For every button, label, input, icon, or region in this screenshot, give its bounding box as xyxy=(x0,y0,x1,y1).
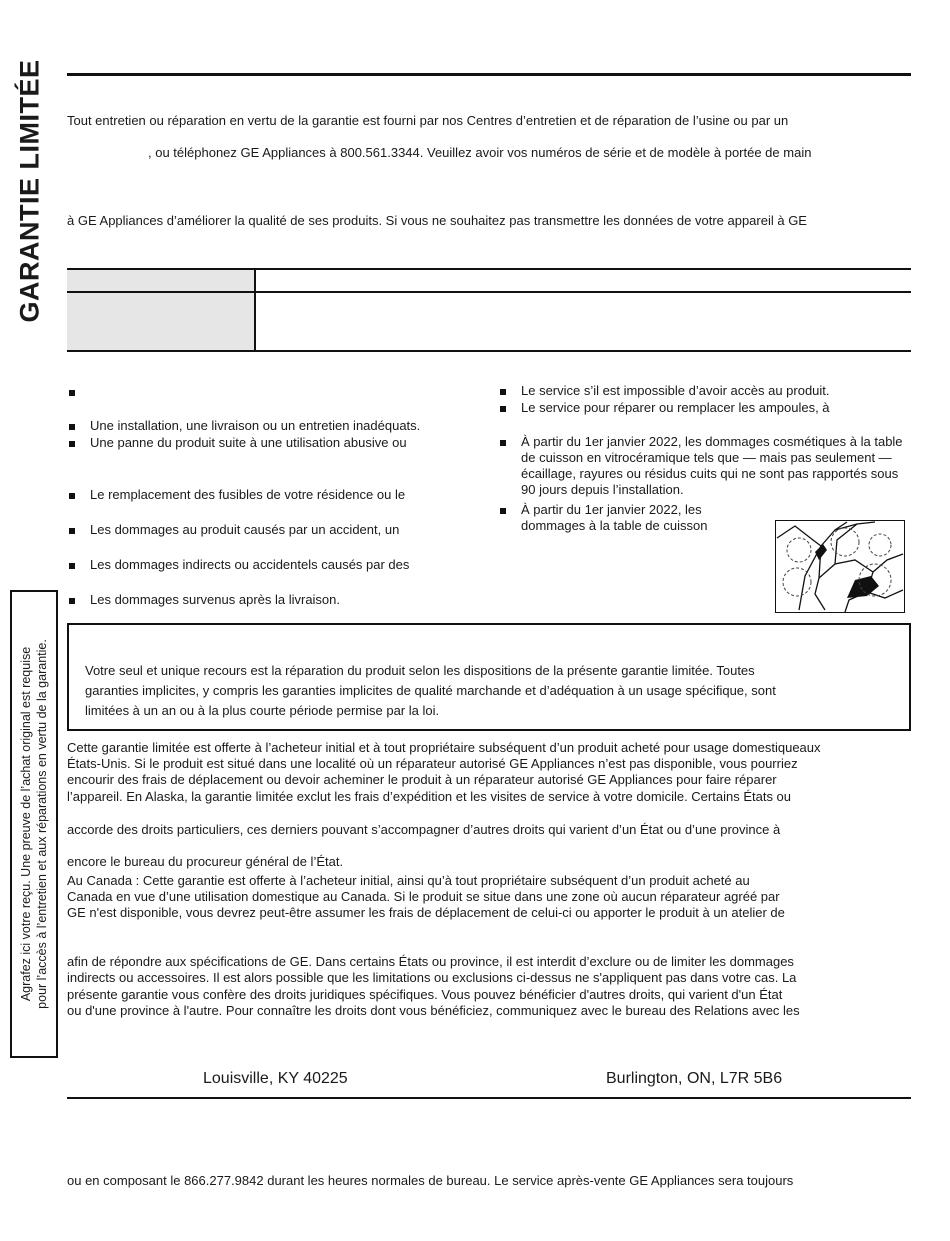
implied-warranty-line-3: limitées à un an ou à la plus courte période permise par la loi. xyxy=(85,703,440,718)
list-item-text: À partir du 1er janvier 2022, les dommages cosmétiques à la table de cuisson en vitrocéramique tels que — mais pas seulement — écaillage, rayures ou résidus cuits qui ne sont pas rapportés sous 90 jours depuis l’installation. xyxy=(521,434,903,497)
table-header-cell xyxy=(67,270,254,291)
ca-line-2: Canada en vue d’une utilisation domestique au Canada. Si le produit se situe dans une zone où aucun réparateur agréé par xyxy=(67,889,780,904)
bullet-square xyxy=(69,441,75,447)
us-line-6: encore le bureau du procureur général de l’État. xyxy=(67,854,344,869)
bullet-square xyxy=(500,389,506,395)
bullet-square xyxy=(69,528,75,534)
bullet-square xyxy=(500,440,506,446)
implied-warranty-line-1: Votre seul et unique recours est la réparation du produit selon les dispositions de la présente garantie limitée. Toutes xyxy=(85,663,755,678)
us-line-3: encourir des frais de déplacement ou devoir acheminer le produit à un réparateur autorisé GE Appliances pour faire réparer xyxy=(67,772,777,787)
receipt-note-line-2: pour l’accès à l’entretien et aux réparations en vertu de la garantie. xyxy=(35,639,49,1009)
bullet-square xyxy=(500,406,506,412)
receipt-staple-box xyxy=(10,590,58,1058)
receipt-note-line-1: Agrafez ici votre reçu. Une preuve de l’achat original est requise xyxy=(19,646,33,1002)
bottom-rule xyxy=(67,1097,911,1099)
bullet-square xyxy=(500,508,506,514)
us-line-5: accorde des droits particuliers, ces derniers pouvant s’accompagner d’autres droits qui varient d’un État ou d’une province à xyxy=(67,822,781,837)
ca-line-4: afin de répondre aux spécifications de GE. Dans certains États ou province, il est interdit d’exclure ou de limiter les dommages xyxy=(67,954,794,969)
intro-line-1: Tout entretien ou réparation en vertu de la garantie est fourni par nos Centres d’entretien et de réparation de l’usine ou par un xyxy=(67,113,789,128)
side-title-text: GARANTIE LIMITÉE xyxy=(14,59,45,322)
ca-line-5: indirects ou accessoires. Il est alors possible que les limitations ou exclusions ci-dessus ne s'appliquent pas dans votre cas. La xyxy=(67,970,797,985)
list-item-text: Les dommages au produit causés par un accident, un xyxy=(90,522,400,537)
ca-line-7: ou d'une province à l'autre. Pour connaître les droits dont vous bénéficiez, communiquez avec le bureau des Relations avec les xyxy=(67,1003,800,1018)
ca-line-3: GE n'est disponible, vous devrez peut-être assumer les frais de déplacement de celui-ci ou apporter le produit à un atelier de xyxy=(67,905,785,920)
ca-line-6: présente garantie vous confère des droits juridiques spécifiques. Vous pouvez bénéficier d'autres droits, qui varient d'un État xyxy=(67,987,783,1002)
list-item-text: Le service s’il est impossible d’avoir accès au produit. xyxy=(521,383,830,398)
bullet-square xyxy=(69,390,75,396)
cracked-cooktop-illustration xyxy=(775,520,905,613)
list-item-text: Les dommages survenus après la livraison. xyxy=(90,592,341,607)
list-item-text: Une panne du produit suite à une utilisation abusive ou xyxy=(90,435,407,450)
us-line-1: Cette garantie limitée est offerte à l’acheteur initial et à tout propriétaire subséquent d’un produit acheté pour usage domestiqueaux xyxy=(67,740,821,755)
footer-line: ou en composant le 866.277.9842 durant les heures normales de bureau. Le service après-vente GE Appliances sera toujours xyxy=(67,1173,794,1188)
page-side-title xyxy=(10,38,50,343)
bullet-square xyxy=(69,424,75,430)
list-item-text: Les dommages indirects ou accidentels causés par des xyxy=(90,557,410,572)
list-item-text: Une installation, une livraison ou un entretien inadéquats. xyxy=(90,418,421,433)
ca-line-1: Au Canada : Cette garantie est offerte à l’acheteur initial, ainsi qu’à tout propriétaire subséquent d’un produit acheté au xyxy=(67,873,750,888)
us-address: Louisville, KY 40225 xyxy=(203,1070,348,1087)
intro-line-2: , ou téléphonez GE Appliances à 800.561.3344. Veuillez avoir vos numéros de série et de modèle à portée de main xyxy=(148,145,812,160)
intro-line-3: à GE Appliances d’améliorer la qualité de ses produits. Si vous ne souhaitez pas transmettre les données de votre appareil à GE xyxy=(67,213,807,228)
bullet-square xyxy=(69,563,75,569)
implied-warranty-line-2: garanties implicites, y compris les garanties implicites de qualité marchande et d’adéquation à un usage spécifique, sont xyxy=(85,683,776,698)
top-rule xyxy=(67,73,911,76)
list-item-text: Le remplacement des fusibles de votre résidence ou le xyxy=(90,487,406,502)
table-bottom-rule xyxy=(67,350,911,352)
bullet-square xyxy=(69,493,75,499)
canada-address: Burlington, ON, L7R 5B6 xyxy=(606,1070,783,1087)
list-item-text: Le service pour réparer ou remplacer les ampoules, à xyxy=(521,400,830,415)
us-line-4: l’appareil. En Alaska, la garantie limitée exclut les frais d’expédition et les visites de service à votre domicile. Certains États ou xyxy=(67,789,792,804)
list-item-text: À partir du 1er janvier 2022, les dommages à la table de cuisson xyxy=(521,502,708,533)
implied-warranty-box xyxy=(67,623,911,731)
bullet-square xyxy=(69,598,75,604)
table-column-divider xyxy=(254,268,256,352)
table-body-cell xyxy=(67,293,254,350)
us-line-2: États-Unis. Si le produit est situé dans une localité où un réparateur autorisé GE Appliances n’est pas disponible, vous pourriez xyxy=(67,756,798,771)
receipt-note xyxy=(18,639,50,1009)
